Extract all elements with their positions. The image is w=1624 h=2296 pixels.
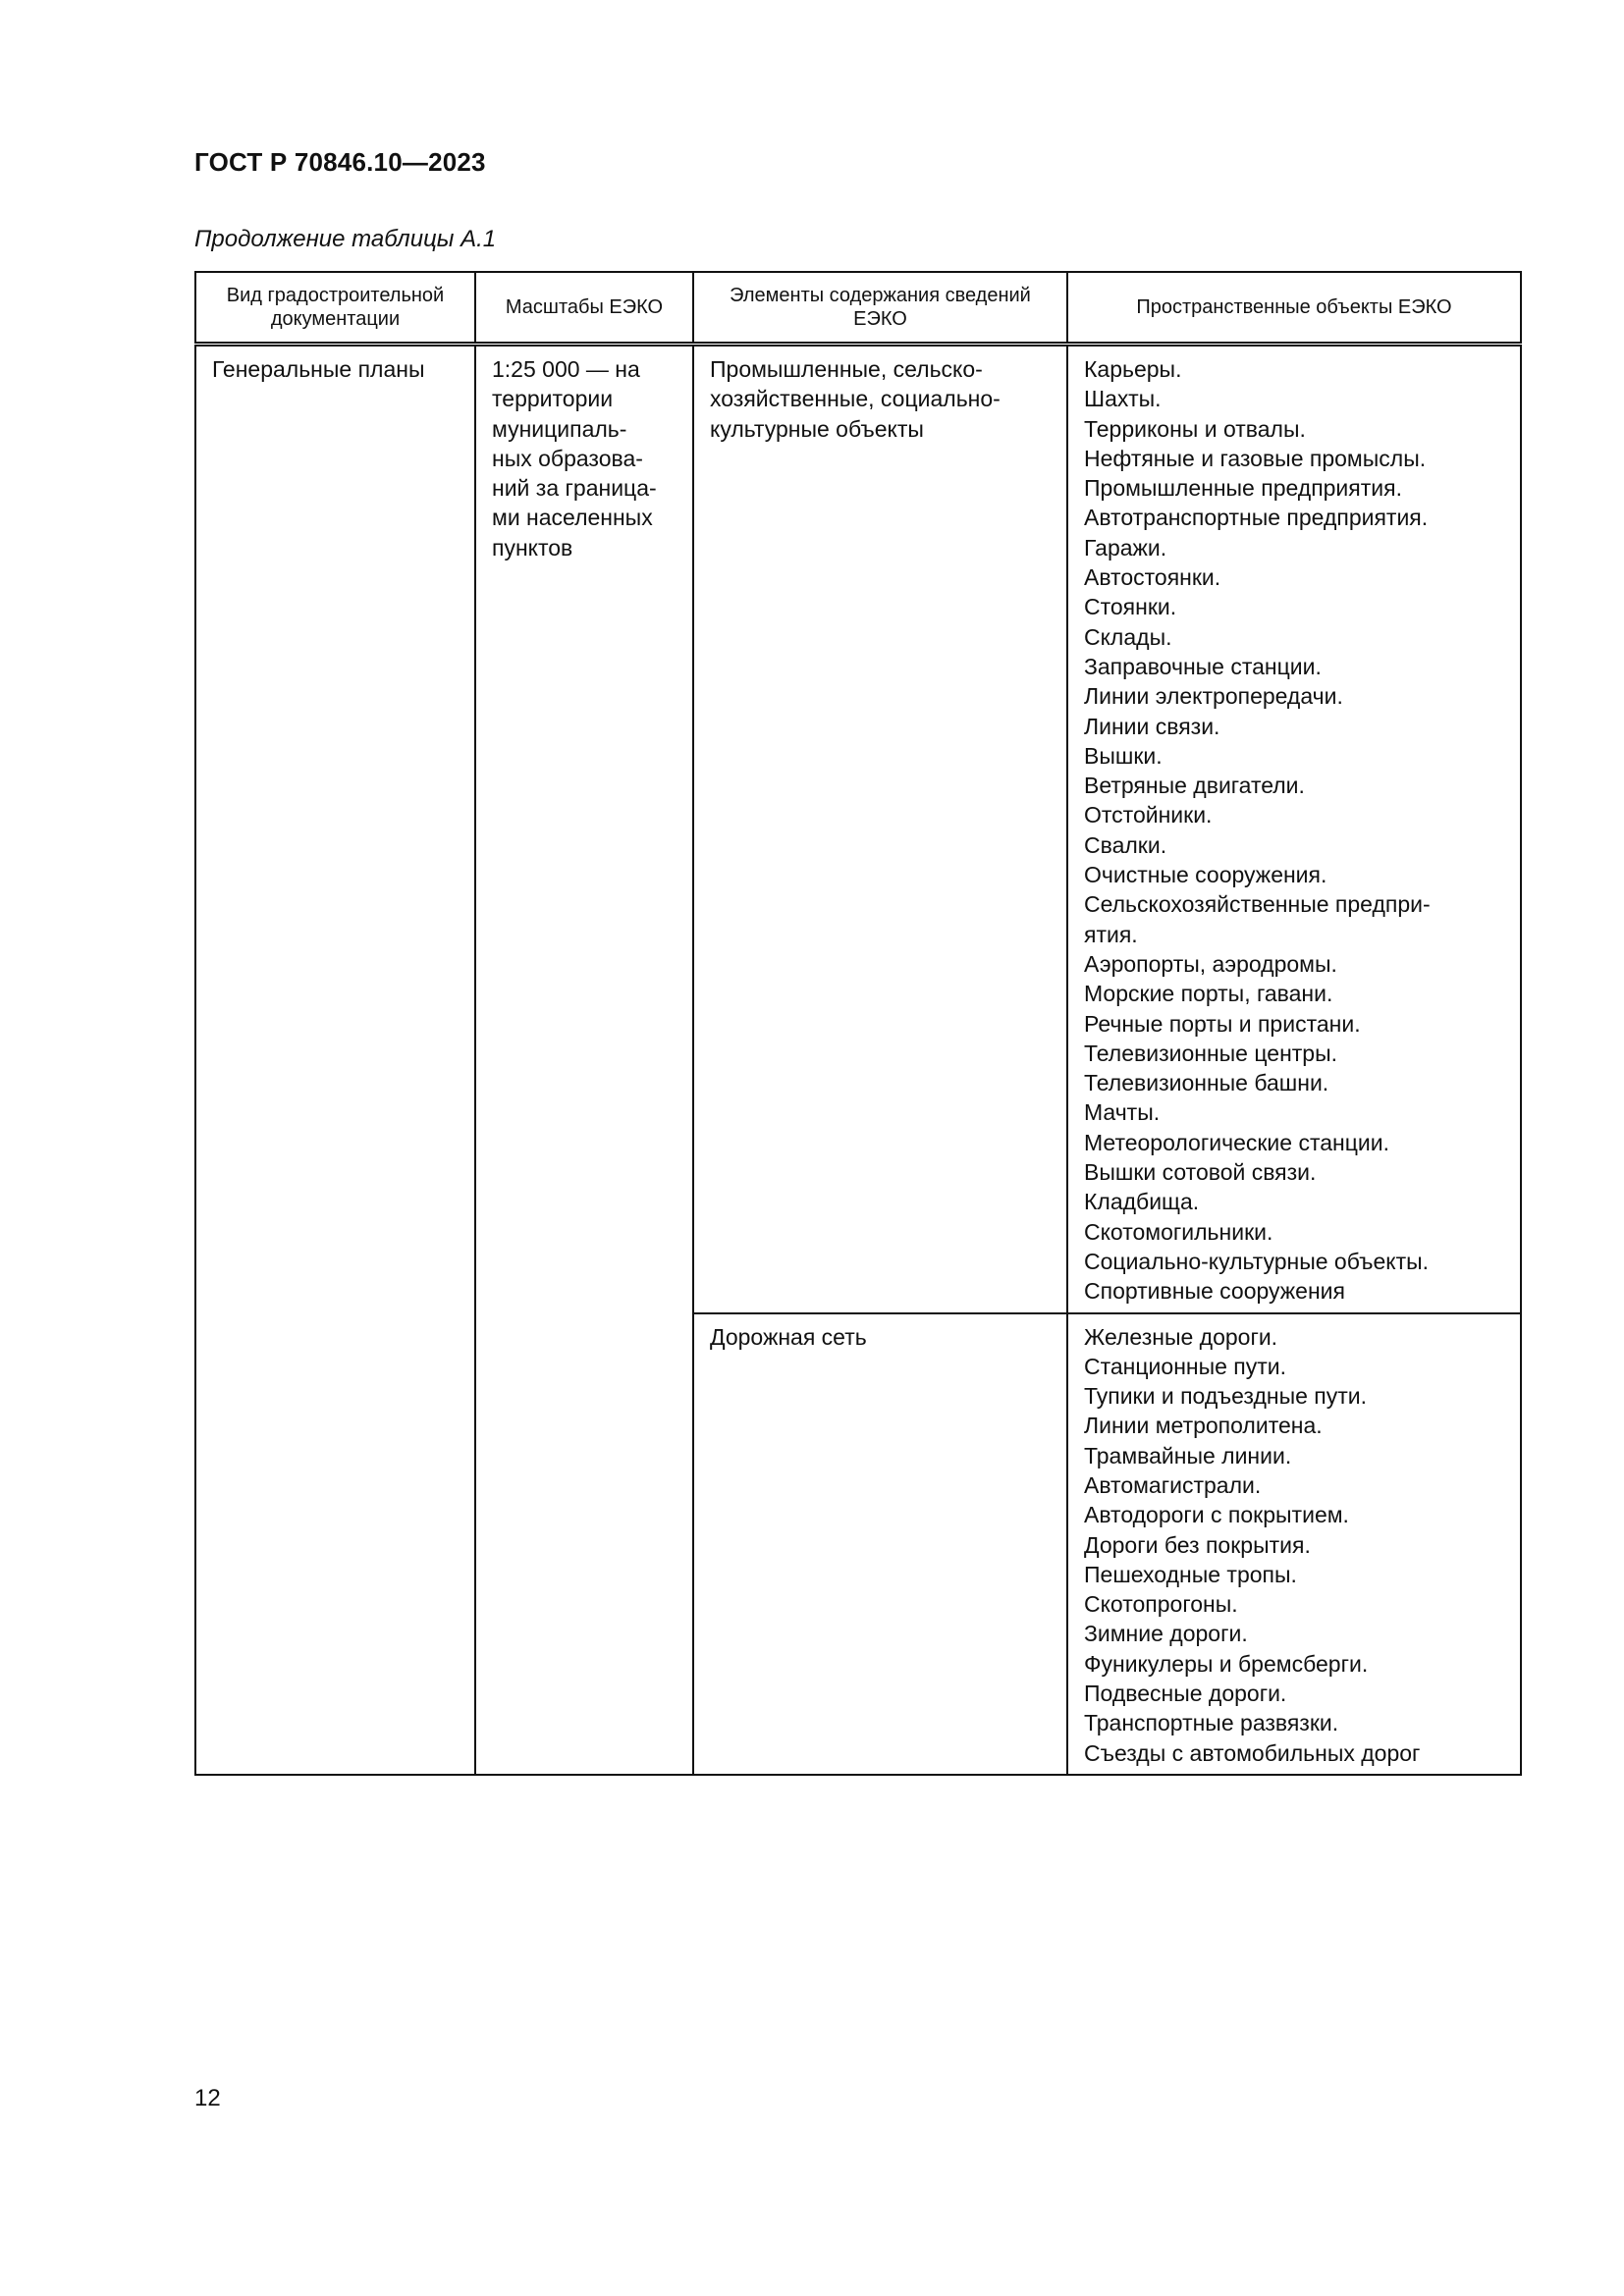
object-line: Заправочные станции. <box>1084 653 1322 679</box>
table-container <box>194 271 1520 1776</box>
object-line: Пешеходные тропы. <box>1084 1561 1297 1587</box>
object-line: Трамвайные линии. <box>1084 1442 1292 1468</box>
object-line: Ветряные двигатели. <box>1084 773 1305 799</box>
doc-type-cell <box>195 345 475 1775</box>
objects-cell-industrial <box>1067 345 1521 1313</box>
data-table <box>194 271 1522 1776</box>
object-line: Метеорологические станции. <box>1084 1129 1389 1155</box>
doc-type-text: Генеральные планы <box>212 356 425 382</box>
object-line: Промышленные предприятия. <box>1084 475 1402 502</box>
object-line: Линии метрополитена. <box>1084 1413 1323 1439</box>
table-row <box>195 345 1521 1313</box>
object-line: Спортивные сооружения <box>1084 1278 1345 1305</box>
element-line: культурные объекты <box>710 415 924 442</box>
column-header-scale: Масштабы ЕЭКО <box>475 272 693 345</box>
object-line: Мачты. <box>1084 1099 1161 1126</box>
object-line: Съезды с автомобильных дорог <box>1084 1739 1421 1766</box>
object-line: Морские порты, гавани. <box>1084 981 1333 1007</box>
object-line: Скотопрогоны. <box>1084 1591 1238 1618</box>
column-header-elements: Элементы содержания сведений ЕЭКО <box>693 272 1067 345</box>
object-line: Вышки сотовой связи. <box>1084 1159 1317 1186</box>
object-line: Аэропорты, аэродромы. <box>1084 950 1337 977</box>
object-line: Вышки. <box>1084 742 1163 769</box>
scale-cell <box>475 345 693 1775</box>
object-line: Свалки. <box>1084 831 1167 858</box>
object-line: Терриконы и отвалы. <box>1084 415 1306 442</box>
scale-line: территории <box>492 386 614 412</box>
object-line: Автодороги с покрытием. <box>1084 1502 1349 1528</box>
object-line: Гаражи. <box>1084 534 1167 561</box>
object-line: Сельскохозяйственные предпри- <box>1084 891 1431 918</box>
object-line: Автостоянки. <box>1084 564 1221 591</box>
object-line: Кладбища. <box>1084 1189 1200 1215</box>
object-line: Автомагистрали. <box>1084 1471 1262 1498</box>
page-number: 12 <box>194 2085 221 2111</box>
table-body <box>195 345 1521 1775</box>
object-line: Телевизионные башни. <box>1084 1070 1329 1096</box>
elements-cell-industrial <box>693 345 1067 1313</box>
object-line: Карьеры. <box>1084 356 1182 382</box>
object-line: Зимние дороги. <box>1084 1621 1248 1647</box>
scale-line: ных образова- <box>492 445 643 471</box>
object-line: Подвесные дороги. <box>1084 1681 1287 1707</box>
scale-line: ний за граница- <box>492 475 657 502</box>
scale-line: ми населенных <box>492 505 653 531</box>
object-line: Тупики и подъездные пути. <box>1084 1383 1368 1410</box>
object-line: Шахты. <box>1084 386 1162 412</box>
element-line: Промышленные, сельско- <box>710 356 983 382</box>
element-line: хозяйственные, социально- <box>710 386 1001 412</box>
object-line: Отстойники. <box>1084 802 1213 828</box>
object-line: Речные порты и пристани. <box>1084 1010 1361 1037</box>
object-line: Станционные пути. <box>1084 1353 1287 1379</box>
object-line: Железные дороги. <box>1084 1323 1278 1350</box>
object-line: Фуникулеры и бремсберги. <box>1084 1650 1369 1677</box>
object-line: Телевизионные центры. <box>1084 1040 1338 1066</box>
object-line: Линии связи. <box>1084 713 1220 739</box>
table-header-row <box>195 272 1521 345</box>
objects-cell-roads <box>1067 1313 1521 1775</box>
object-line: Транспортные развязки. <box>1084 1710 1339 1736</box>
elements-cell-roads <box>693 1313 1067 1775</box>
column-header-doc-type: Вид градостроительной документации <box>195 272 475 345</box>
object-line: Автотранспортные предприятия. <box>1084 505 1429 531</box>
object-line: Скотомогильники. <box>1084 1218 1273 1245</box>
document-code: ГОСТ Р 70846.10—2023 <box>194 147 486 177</box>
object-line: Социально-культурные объекты. <box>1084 1248 1430 1274</box>
object-line: Линии электропередачи. <box>1084 683 1343 710</box>
object-line: Очистные сооружения. <box>1084 862 1327 888</box>
object-line: Стоянки. <box>1084 594 1177 620</box>
object-line: ятия. <box>1084 921 1138 947</box>
object-line: Нефтяные и газовые промыслы. <box>1084 445 1427 471</box>
column-header-objects: Пространственные объекты ЕЭКО <box>1067 272 1521 345</box>
object-line: Дороги без покрытия. <box>1084 1531 1311 1558</box>
scale-line: 1:25 000 — на <box>492 356 640 382</box>
scale-line: муниципаль- <box>492 415 627 442</box>
scale-line: пунктов <box>492 534 573 561</box>
table-caption: Продолжение таблицы А.1 <box>194 226 497 252</box>
element-line: Дорожная сеть <box>710 1323 867 1350</box>
object-line: Склады. <box>1084 623 1172 650</box>
